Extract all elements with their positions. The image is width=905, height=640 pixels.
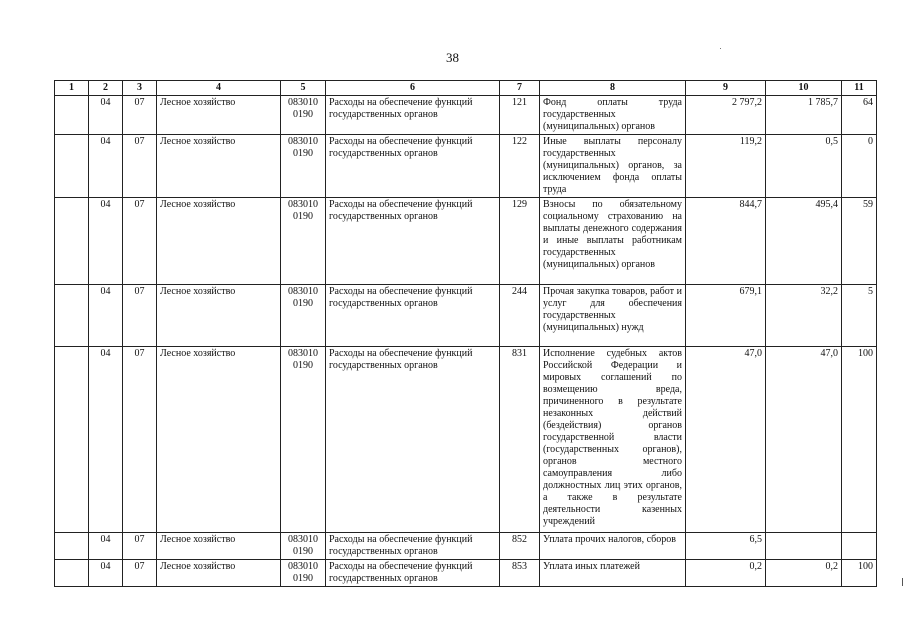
expense-type-name-cell: Фонд оплаты труда государственных (муниципальных) органов	[540, 96, 686, 135]
percent-cell: 100	[842, 347, 877, 533]
section-code-cell: 04	[89, 96, 123, 135]
table-row	[55, 96, 877, 135]
column-header: 3	[123, 81, 157, 96]
subsection-name-cell: Лесное хозяйство	[157, 560, 281, 587]
percent-cell: 59	[842, 198, 877, 285]
subsection-code-cell: 07	[123, 560, 157, 587]
planned-amount-cell: 0,2	[686, 560, 766, 587]
target-article-cell: 083010 0190	[281, 347, 326, 533]
subsection-code-cell: 07	[123, 198, 157, 285]
planned-amount-cell: 6,5	[686, 533, 766, 560]
executed-amount-cell: 495,4	[766, 198, 842, 285]
target-article-name-cell: Расходы на обеспечение функций государственных органов	[326, 285, 500, 347]
expense-type-code-cell: 122	[500, 135, 540, 198]
expense-type-name-cell: Уплата иных платежей	[540, 560, 686, 587]
target-article-name-cell: Расходы на обеспечение функций государственных органов	[326, 198, 500, 285]
expense-type-name-cell: Иные выплаты персоналу государственных (муниципальных) органов, за исключением фонда оплаты труда	[540, 135, 686, 198]
subsection-code-cell: 07	[123, 135, 157, 198]
column-header: 2	[89, 81, 123, 96]
expense-type-code-cell: 129	[500, 198, 540, 285]
row-number-cell	[55, 96, 89, 135]
expense-type-code-cell: 852	[500, 533, 540, 560]
target-article-cell: 083010 0190	[281, 533, 326, 560]
table-row	[55, 135, 877, 198]
expense-type-code-cell: 853	[500, 560, 540, 587]
planned-amount-cell: 2 797,2	[686, 96, 766, 135]
target-article-name-cell: Расходы на обеспечение функций государственных органов	[326, 533, 500, 560]
section-code-cell: 04	[89, 135, 123, 198]
section-code-cell: 04	[89, 347, 123, 533]
column-header: 8	[540, 81, 686, 96]
subsection-name-cell: Лесное хозяйство	[157, 533, 281, 560]
column-header: 7	[500, 81, 540, 96]
column-header: 5	[281, 81, 326, 96]
target-article-cell: 083010 0190	[281, 560, 326, 587]
budget-table	[54, 80, 877, 587]
percent-cell: 100	[842, 560, 877, 587]
percent-cell: 0	[842, 135, 877, 198]
column-header: 1	[55, 81, 89, 96]
percent-cell	[842, 533, 877, 560]
expense-type-name-cell: Прочая закупка товаров, работ и услуг для обеспечения государственных (муниципальных) нужд	[540, 285, 686, 347]
target-article-name-cell: Расходы на обеспечение функций государственных органов	[326, 560, 500, 587]
row-number-cell	[55, 347, 89, 533]
percent-cell: 5	[842, 285, 877, 347]
percent-cell: 64	[842, 96, 877, 135]
row-number-cell	[55, 560, 89, 587]
executed-amount-cell: 0,2	[766, 560, 842, 587]
planned-amount-cell: 119,2	[686, 135, 766, 198]
scan-artifact	[720, 48, 721, 49]
expense-type-code-cell: 121	[500, 96, 540, 135]
planned-amount-cell: 47,0	[686, 347, 766, 533]
target-article-name-cell: Расходы на обеспечение функций государственных органов	[326, 96, 500, 135]
row-number-cell	[55, 533, 89, 560]
target-article-cell: 083010 0190	[281, 285, 326, 347]
executed-amount-cell: 47,0	[766, 347, 842, 533]
target-article-name-cell: Расходы на обеспечение функций государственных органов	[326, 135, 500, 198]
target-article-cell: 083010 0190	[281, 135, 326, 198]
planned-amount-cell: 844,7	[686, 198, 766, 285]
column-header: 6	[326, 81, 500, 96]
column-header: 9	[686, 81, 766, 96]
column-header: 11	[842, 81, 877, 96]
expense-type-name-cell: Уплата прочих налогов, сборов	[540, 533, 686, 560]
column-header: 4	[157, 81, 281, 96]
target-article-cell: 083010 0190	[281, 96, 326, 135]
section-code-cell: 04	[89, 533, 123, 560]
expense-type-name-cell: Исполнение судебных актов Российской Федерации и мировых соглашений по возмещению вреда, причиненного в результате незаконных действий (бездействия) органов государственной власти (государственных органов), органов местного самоуправления либо должностных лиц этих органов, а также в результате деятельности казенных учреждений	[540, 347, 686, 533]
executed-amount-cell: 1 785,7	[766, 96, 842, 135]
column-header: 10	[766, 81, 842, 96]
subsection-name-cell: Лесное хозяйство	[157, 198, 281, 285]
table-row	[55, 198, 877, 285]
scan-artifact	[902, 578, 903, 586]
subsection-name-cell: Лесное хозяйство	[157, 135, 281, 198]
subsection-code-cell: 07	[123, 347, 157, 533]
subsection-name-cell: Лесное хозяйство	[157, 96, 281, 135]
row-number-cell	[55, 285, 89, 347]
section-code-cell: 04	[89, 198, 123, 285]
expense-type-name-cell: Взносы по обязательному социальному страхованию на выплаты денежного содержания и иные выплаты работникам государственных (муниципальных) органов	[540, 198, 686, 285]
table-row	[55, 347, 877, 533]
executed-amount-cell: 32,2	[766, 285, 842, 347]
subsection-name-cell: Лесное хозяйство	[157, 285, 281, 347]
header-row	[55, 81, 877, 96]
executed-amount-cell	[766, 533, 842, 560]
executed-amount-cell: 0,5	[766, 135, 842, 198]
target-article-name-cell: Расходы на обеспечение функций государственных органов	[326, 347, 500, 533]
subsection-code-cell: 07	[123, 533, 157, 560]
expense-type-code-cell: 244	[500, 285, 540, 347]
section-code-cell: 04	[89, 560, 123, 587]
row-number-cell	[55, 198, 89, 285]
table-row	[55, 560, 877, 587]
planned-amount-cell: 679,1	[686, 285, 766, 347]
expense-type-code-cell: 831	[500, 347, 540, 533]
section-code-cell: 04	[89, 285, 123, 347]
table-row	[55, 533, 877, 560]
target-article-cell: 083010 0190	[281, 198, 326, 285]
subsection-code-cell: 07	[123, 96, 157, 135]
row-number-cell	[55, 135, 89, 198]
table-row	[55, 285, 877, 347]
subsection-name-cell: Лесное хозяйство	[157, 347, 281, 533]
page-number: 38	[446, 50, 459, 65]
subsection-code-cell: 07	[123, 285, 157, 347]
